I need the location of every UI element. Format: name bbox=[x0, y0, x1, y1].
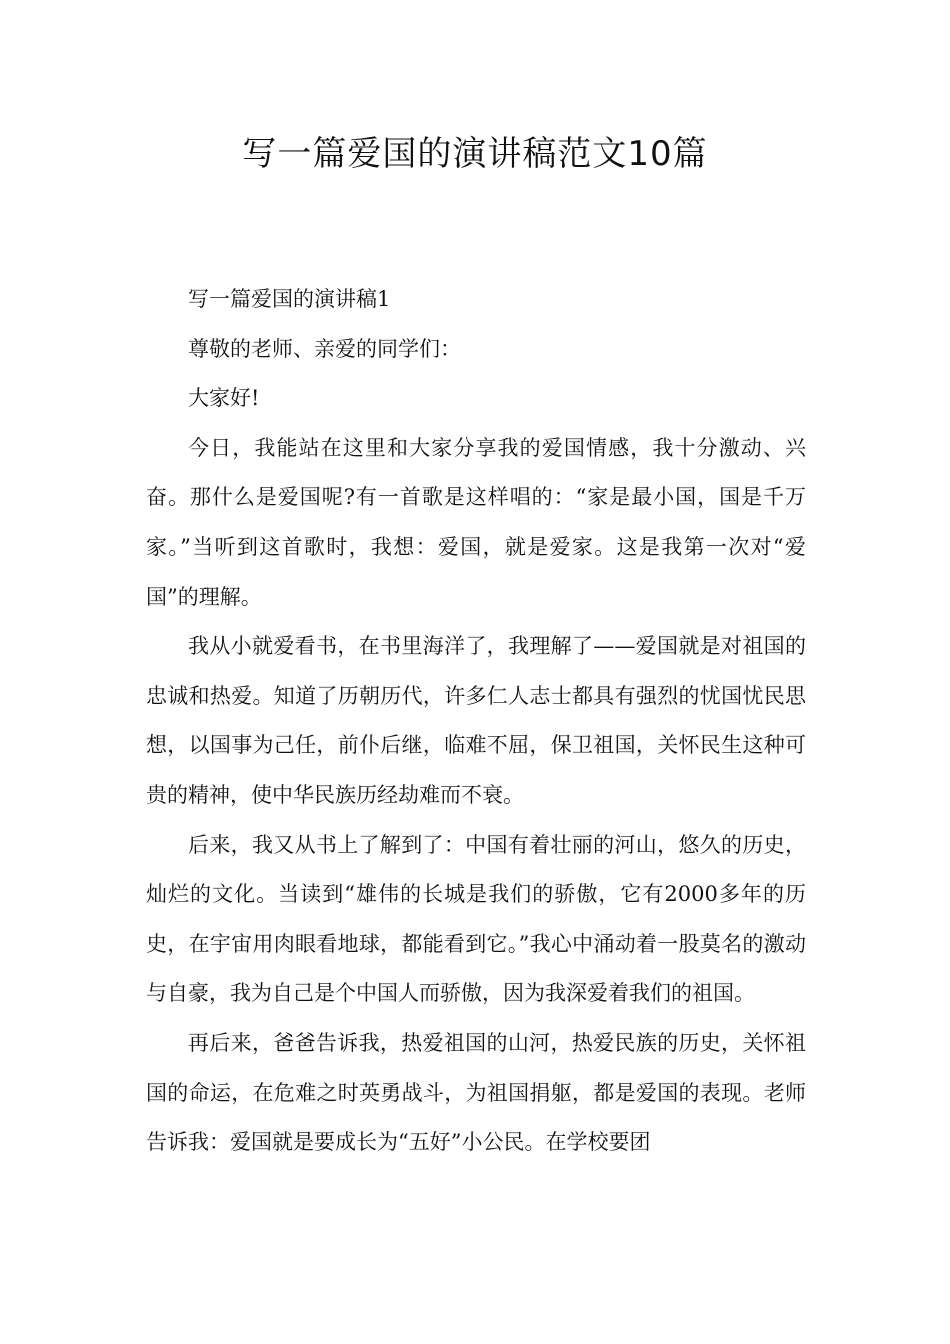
paragraph-greeting: 大家好! bbox=[188, 386, 260, 411]
paragraph-body-3: 后来，我又从书上了解到了：中国有着壮丽的河山，悠久的历史，灿烂的文化。当读到“雄伟的长城是我们的骄傲，它有2000多年的历史，在宇宙用肉眼看地球，都能看到它。”我心中涌动着一股莫名的激动与自豪，我为自己是个中国人而骄傲，因为我深爱着我们的祖国。 bbox=[146, 832, 806, 1006]
paragraph-body-2: 我从小就爱看书，在书里海洋了，我理解了——爱国就是对祖国的忠诚和热爱。知道了历朝历代，许多仁人志士都具有强烈的忧国忧民思想，以国事为己任，前仆后继，临难不屈，保卫祖国，关怀民生这种可贵的精神，使中华民族历经劫难而不衰。 bbox=[146, 634, 806, 807]
paragraph-salutation: 尊敬的老师、亲爱的同学们： bbox=[188, 336, 461, 361]
paragraph-speech-heading: 写一篇爱国的演讲稿1 bbox=[188, 287, 391, 311]
paragraph-body-1: 今日，我能站在这里和大家分享我的爱国情感，我十分激动、兴奋。那什么是爱国呢?有一首歌是这样唱的：“家是最小国，国是千万家。”当听到这首歌时，我想：爱国，就是爱家。这是我第一次对“爱国”的理解。 bbox=[146, 435, 806, 609]
paragraph-body-4: 再后来，爸爸告诉我，热爱祖国的山河，热爱民族的历史，关怀祖国的命运，在危难之时英勇战斗，为祖国捐躯，都是爱国的表现。老师告诉我：爱国就是要成长为“五好”小公民。在学校要团 bbox=[146, 1030, 806, 1155]
document-body bbox=[146, 275, 806, 1168]
document-title: 写一篇爱国的演讲稿范文10篇 bbox=[242, 134, 708, 174]
